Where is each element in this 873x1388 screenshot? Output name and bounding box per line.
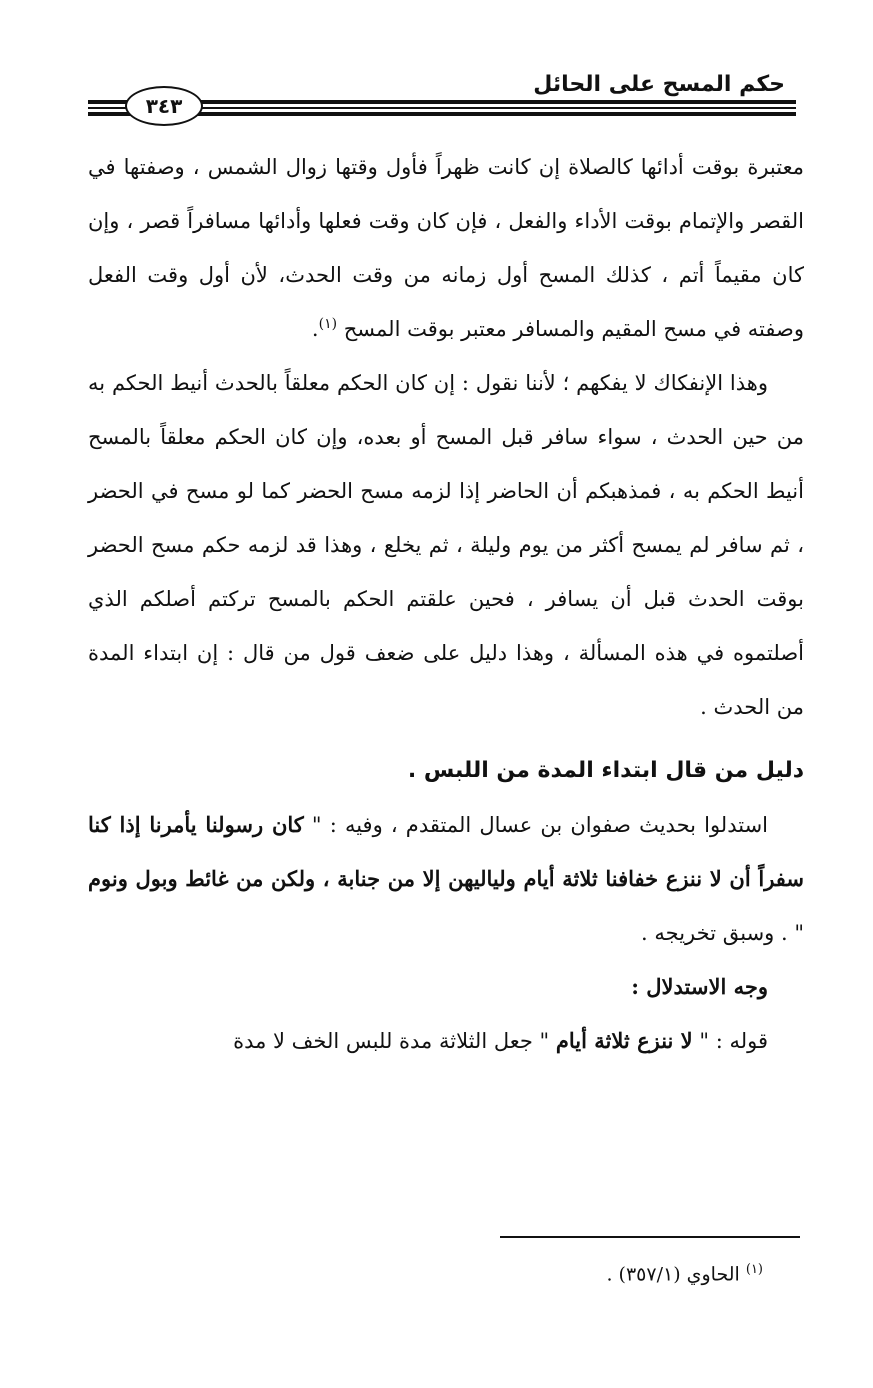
section-heading: دليل من قال ابتداء المدة من اللبس .	[407, 758, 804, 783]
running-title: حكم المسح على الحائل	[533, 72, 785, 97]
paragraph-end: .	[311, 317, 319, 341]
main-text	[88, 140, 804, 1068]
footnote-number: (١)	[745, 1262, 763, 1277]
page-number: ٣٤٣	[125, 86, 203, 126]
hadith-quote: لا ننزع ثلاثة أيام	[555, 1028, 693, 1053]
paragraph: وهذا الإنفكاك لا يفكهم ؛ لأننا نقول : إن كان الحكم معلقاً بالحدث أنيط الحكم به من حين الحدث ، سواء سافر قبل المسح أو بعده، وإن كان الحكم معلقاً بالمسح أنيط الحكم به ، فمذهبكم أن الحاضر إذا لزمه مسح الحضر كما لو مسح في الحضر ، ثم سافر لم يمسح أكثر من يوم وليلة ، ثم يخلع ، وهذا قد لزمه حكم مسح الحضر بوقت الحدث قبل أن يسافر ، فحين علقتم الحكم بالمسح تركتم أصلكم الذي أصلتموه في هذه المسألة ، وهذا دليل على ضعف قول من قال : إن ابتداء المدة من الحدث .	[88, 371, 804, 719]
footnote-separator	[500, 1236, 800, 1238]
hadith-quote: كان رسولنا يأمرنا إذا كنا سفراً أن لا ننزع خفافنا ثلاثة أيام ولياليهن إلا من جنابة ، ولكن من غائط وبول ونوم	[88, 812, 804, 891]
paragraph-text: معتبرة بوقت أدائها كالصلاة إن كانت ظهراً فأول وقتها زوال الشمس ، وصفتها في القصر والإتمام بوقت الأداء والفعل ، فإن كان وقت فعلها وأدائها مسافراً قصر ، وإن كان مقيماً أتم ، كذلك المسح أول زمانه من وقت الحدث، لأن أول وقت الفعل وصفته في مسح المقيم والمسافر معتبر بوقت المسح	[88, 155, 804, 341]
paragraph	[88, 798, 804, 960]
paragraph	[88, 140, 804, 356]
sub-heading: وجه الاستدلال :	[631, 974, 768, 999]
paragraph-text: قوله : "	[699, 1029, 768, 1053]
footnote-text: الحاوي (٣٥٧/١) .	[606, 1263, 740, 1286]
footnote-marker: (١)	[318, 316, 338, 332]
paragraph	[88, 1014, 804, 1068]
paragraph-text: استدلوا بحديث صفوان بن عسال المتقدم ، وفيه : "	[311, 813, 768, 837]
paragraph-text: " . وسبق تخريجه .	[641, 921, 804, 945]
paragraph-text: " جعل الثلاثة مدة للبس الخف لا مدة	[233, 1029, 550, 1053]
footnote	[606, 1262, 763, 1285]
